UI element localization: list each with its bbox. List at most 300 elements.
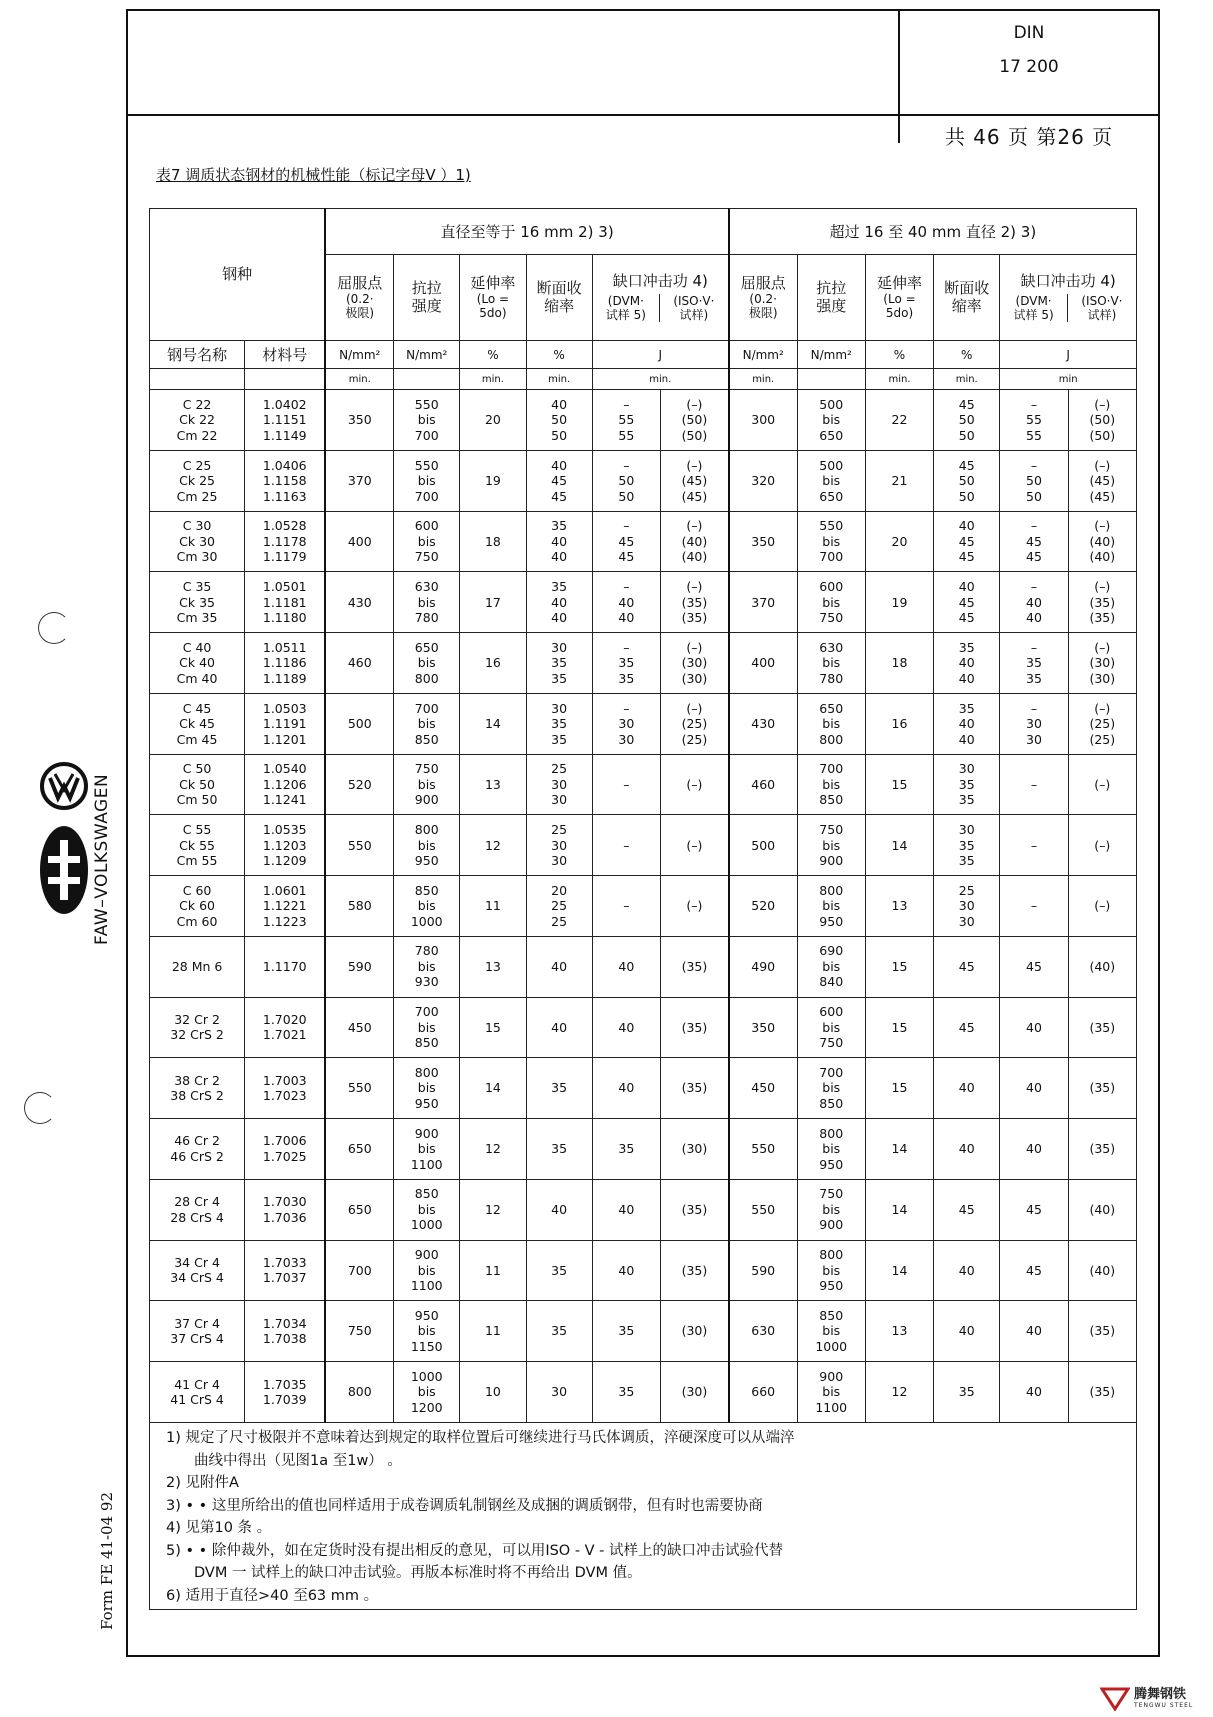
cell-e2: 14 <box>865 1119 933 1180</box>
table-row <box>150 997 1137 1058</box>
cell-r2: 35 40 40 <box>934 633 1000 694</box>
cell-y2: 630 <box>729 1301 797 1362</box>
cell-i2: (40) <box>1068 1240 1136 1301</box>
table-row <box>150 572 1137 633</box>
cell-e1: 14 <box>460 693 526 754</box>
group2-header: 超过 16 至 40 mm 直径 2) 3) <box>729 209 1137 255</box>
cell-r2: 35 40 40 <box>934 693 1000 754</box>
cell-d2: 40 <box>1000 1058 1068 1119</box>
cell-r2: 45 <box>934 1179 1000 1240</box>
impact-header-2: 缺口冲击功 4) (DVM· 试样 5) (ISO·V· 试样) <box>1000 255 1137 341</box>
elong-header-2: 延伸率 (Lo = 5do) <box>865 255 933 341</box>
cell-grade: 37 Cr 4 37 CrS 4 <box>150 1301 245 1362</box>
table-row <box>150 1119 1137 1180</box>
cell-i2: (–) (50) (50) <box>1068 390 1136 451</box>
cell-d2: 40 <box>1000 1301 1068 1362</box>
cell-t2: 750 bis 900 <box>797 815 865 876</box>
cell-grade: 41 Cr 4 41 CrS 4 <box>150 1362 245 1423</box>
cell-i1: (35) <box>661 1058 729 1119</box>
iso-header-2: (ISO·V· 试样) <box>1081 294 1123 323</box>
unit-yield-1: N/mm² <box>325 340 393 369</box>
mechanical-properties-table <box>149 208 1137 1423</box>
cell-i1: (35) <box>661 1179 729 1240</box>
cell-i2: (–) (45) (45) <box>1068 451 1136 512</box>
min-spacer-2 <box>245 369 326 390</box>
note-2: 2) 见附件A <box>166 1475 239 1491</box>
cell-r2: 40 <box>934 1119 1000 1180</box>
note-3: 3) • • 这里所给出的值也同样适用于成卷调质轧制钢丝及成捆的调质钢带，但有时也需要协商 <box>166 1497 763 1514</box>
cell-e1: 11 <box>460 876 526 937</box>
cell-r1: 35 40 40 <box>526 511 592 572</box>
cell-y2: 660 <box>729 1362 797 1423</box>
cell-t1: 800 bis 950 <box>394 1058 460 1119</box>
cell-y1: 590 <box>325 936 393 997</box>
cell-r1: 30 35 35 <box>526 693 592 754</box>
cell-y1: 460 <box>325 633 393 694</box>
cell-i2: (–) <box>1068 815 1136 876</box>
cell-r1: 35 40 40 <box>526 572 592 633</box>
min-elong-2: min. <box>865 369 933 390</box>
cell-t2: 700 bis 850 <box>797 754 865 815</box>
cell-i1: (–) (40) (40) <box>661 511 729 572</box>
cell-i1: (30) <box>661 1119 729 1180</box>
cell-r2: 30 35 35 <box>934 754 1000 815</box>
cell-e2: 15 <box>865 936 933 997</box>
footnotes <box>149 1423 1137 1610</box>
table-row <box>150 693 1137 754</box>
cell-grade: C 55 Ck 55 Cm 55 <box>150 815 245 876</box>
cell-e2: 20 <box>865 511 933 572</box>
cell-i1: (35) <box>661 936 729 997</box>
table-row <box>150 1058 1137 1119</box>
min-reduct-2: min. <box>934 369 1000 390</box>
cell-i1: (30) <box>661 1362 729 1423</box>
cell-y2: 350 <box>729 511 797 572</box>
table-row <box>150 451 1137 512</box>
cell-r1: 35 <box>526 1301 592 1362</box>
cell-t1: 850 bis 1000 <box>394 1179 460 1240</box>
cell-e1: 11 <box>460 1301 526 1362</box>
unit-elong-2: % <box>865 340 933 369</box>
cell-r2: 45 <box>934 997 1000 1058</box>
cell-y1: 550 <box>325 815 393 876</box>
cell-y1: 550 <box>325 1058 393 1119</box>
unit-reduct-2: % <box>934 340 1000 369</box>
cell-d2: – <box>1000 876 1068 937</box>
cell-r2: 40 45 45 <box>934 572 1000 633</box>
cell-grade: 32 Cr 2 32 CrS 2 <box>150 997 245 1058</box>
cell-t2: 900 bis 1100 <box>797 1362 865 1423</box>
cell-e2: 16 <box>865 693 933 754</box>
header-box <box>898 9 1158 149</box>
cell-d2: – <box>1000 754 1068 815</box>
cell-y2: 590 <box>729 1240 797 1301</box>
cell-mat: 1.7034 1.7038 <box>245 1301 326 1362</box>
cell-t2: 630 bis 780 <box>797 633 865 694</box>
cell-y2: 550 <box>729 1119 797 1180</box>
cell-d1: – <box>592 754 660 815</box>
cell-y2: 500 <box>729 815 797 876</box>
cell-y1: 750 <box>325 1301 393 1362</box>
cell-d1: – 45 45 <box>592 511 660 572</box>
cell-t1: 850 bis 1000 <box>394 876 460 937</box>
table-row <box>150 815 1137 876</box>
table-row <box>150 390 1137 451</box>
cell-y1: 580 <box>325 876 393 937</box>
cell-y1: 650 <box>325 1179 393 1240</box>
cell-mat: 1.0503 1.1191 1.1201 <box>245 693 326 754</box>
cell-i1: (–) <box>661 754 729 815</box>
cell-i1: (35) <box>661 1240 729 1301</box>
cell-mat: 1.0402 1.1151 1.1149 <box>245 390 326 451</box>
cell-e2: 12 <box>865 1362 933 1423</box>
cell-r1: 25 30 30 <box>526 754 592 815</box>
min-yield-1: min. <box>325 369 393 390</box>
cell-d1: 40 <box>592 1058 660 1119</box>
cell-mat: 1.0601 1.1221 1.1223 <box>245 876 326 937</box>
cell-e1: 13 <box>460 936 526 997</box>
cell-d2: – 30 30 <box>1000 693 1068 754</box>
header-divider <box>126 114 898 116</box>
cell-t2: 690 bis 840 <box>797 936 865 997</box>
note-1: 1) 规定了尺寸极限并不意味着达到规定的取样位置后可继续进行马氏体调质，淬硬深度可以从端淬 <box>166 1430 795 1446</box>
reduct-header-2: 断面收 缩率 <box>934 255 1000 341</box>
cell-y2: 430 <box>729 693 797 754</box>
note-6: 6) 适用于直径>40 至63 mm 。 <box>166 1587 379 1604</box>
cell-r2: 25 30 30 <box>934 876 1000 937</box>
cell-d1: 35 <box>592 1362 660 1423</box>
min-reduct-1: min. <box>526 369 592 390</box>
min-impact-1: min. <box>592 369 729 390</box>
cell-mat: 1.7035 1.7039 <box>245 1362 326 1423</box>
tengwu-logo-icon <box>1100 1681 1130 1711</box>
cell-mat: 1.0501 1.1181 1.1180 <box>245 572 326 633</box>
unit-impact-2: J <box>1000 340 1137 369</box>
header-box-divider <box>900 114 1158 116</box>
cell-grade: C 45 Ck 45 Cm 45 <box>150 693 245 754</box>
cell-e2: 14 <box>865 1179 933 1240</box>
cell-r1: 35 <box>526 1058 592 1119</box>
cell-d1: – <box>592 876 660 937</box>
cell-y1: 400 <box>325 511 393 572</box>
cell-d1: – 30 30 <box>592 693 660 754</box>
steel-grade-header: 钢种 <box>150 209 326 341</box>
cell-i2: (40) <box>1068 936 1136 997</box>
cell-e1: 11 <box>460 1240 526 1301</box>
min-spacer-1 <box>150 369 245 390</box>
cell-t1: 750 bis 900 <box>394 754 460 815</box>
cell-i1: (30) <box>661 1301 729 1362</box>
cell-y1: 800 <box>325 1362 393 1423</box>
cell-r2: 40 <box>934 1058 1000 1119</box>
cell-y1: 650 <box>325 1119 393 1180</box>
cell-mat: 1.7006 1.7025 <box>245 1119 326 1180</box>
cell-grade: C 30 Ck 30 Cm 30 <box>150 511 245 572</box>
impact-header-1: 缺口冲击功 4) (DVM· 试样 5) (ISO·V· 试样) <box>592 255 729 341</box>
cell-i2: (35) <box>1068 997 1136 1058</box>
cell-i1: (–) <box>661 876 729 937</box>
min-yield-2: min. <box>729 369 797 390</box>
watermark: 腾舞钢铁 TENGWU STEEL <box>1134 1687 1194 1709</box>
cell-t1: 1000 bis 1200 <box>394 1362 460 1423</box>
cell-r1: 40 <box>526 997 592 1058</box>
cell-e1: 15 <box>460 997 526 1058</box>
cell-t2: 800 bis 950 <box>797 1240 865 1301</box>
cell-e2: 14 <box>865 1240 933 1301</box>
tensile-header-2: 抗拉 强度 <box>797 255 865 341</box>
punch-hole-top <box>38 612 70 644</box>
cell-r1: 40 45 45 <box>526 451 592 512</box>
group1-header: 直径至等于 16 mm 2) 3) <box>325 209 728 255</box>
cell-y2: 460 <box>729 754 797 815</box>
table-row <box>150 1362 1137 1423</box>
yield-header-2: 屈服点 (0.2· 极限) <box>729 255 797 341</box>
cell-e2: 13 <box>865 1301 933 1362</box>
cell-d1: – 50 50 <box>592 451 660 512</box>
cell-grade: C 25 Ck 25 Cm 25 <box>150 451 245 512</box>
cell-r2: 45 50 50 <box>934 390 1000 451</box>
cell-y2: 450 <box>729 1058 797 1119</box>
min-tensile-2 <box>797 369 865 390</box>
cell-t1: 630 bis 780 <box>394 572 460 633</box>
grade-name-header: 钢号名称 <box>150 340 245 369</box>
cell-t2: 800 bis 950 <box>797 876 865 937</box>
cell-i1: (–) (35) (35) <box>661 572 729 633</box>
cell-t1: 550 bis 700 <box>394 451 460 512</box>
cell-e2: 21 <box>865 451 933 512</box>
cell-r1: 35 <box>526 1240 592 1301</box>
cell-y2: 490 <box>729 936 797 997</box>
cell-d2: – 35 35 <box>1000 633 1068 694</box>
cell-mat: 1.7003 1.7023 <box>245 1058 326 1119</box>
cell-grade: 46 Cr 2 46 CrS 2 <box>150 1119 245 1180</box>
min-tensile-1 <box>394 369 460 390</box>
cell-mat: 1.0511 1.1186 1.1189 <box>245 633 326 694</box>
cell-d2: – 45 45 <box>1000 511 1068 572</box>
min-elong-1: min. <box>460 369 526 390</box>
cell-t2: 650 bis 800 <box>797 693 865 754</box>
cell-y2: 350 <box>729 997 797 1058</box>
cell-mat: 1.0535 1.1203 1.1209 <box>245 815 326 876</box>
cell-y2: 550 <box>729 1179 797 1240</box>
cell-t2: 600 bis 750 <box>797 572 865 633</box>
cell-y2: 400 <box>729 633 797 694</box>
cell-r2: 30 35 35 <box>934 815 1000 876</box>
note-1-cont: 曲线中得出（见图1a 至1w） 。 <box>194 1452 402 1469</box>
note-4: 4) 见第10 条 。 <box>166 1520 272 1536</box>
cell-grade: 28 Mn 6 <box>150 936 245 997</box>
cell-y1: 520 <box>325 754 393 815</box>
cell-d2: 40 <box>1000 997 1068 1058</box>
cell-grade: 34 Cr 4 34 CrS 4 <box>150 1240 245 1301</box>
cell-i2: (35) <box>1068 1058 1136 1119</box>
cell-i2: (35) <box>1068 1119 1136 1180</box>
table-row <box>150 936 1137 997</box>
punch-hole-bottom <box>24 1092 56 1124</box>
cell-y2: 300 <box>729 390 797 451</box>
cell-d1: 35 <box>592 1301 660 1362</box>
table-row <box>150 1240 1137 1301</box>
cell-e1: 19 <box>460 451 526 512</box>
cell-i1: (35) <box>661 997 729 1058</box>
cell-y1: 700 <box>325 1240 393 1301</box>
cell-i1: (–) (30) (30) <box>661 633 729 694</box>
cell-i2: (35) <box>1068 1301 1136 1362</box>
cell-r2: 35 <box>934 1362 1000 1423</box>
cell-e2: 22 <box>865 390 933 451</box>
cell-e1: 12 <box>460 1179 526 1240</box>
cell-t1: 650 bis 800 <box>394 633 460 694</box>
cell-d1: 40 <box>592 997 660 1058</box>
cell-y1: 500 <box>325 693 393 754</box>
cell-y2: 520 <box>729 876 797 937</box>
cell-d1: – 55 55 <box>592 390 660 451</box>
cell-r1: 30 35 35 <box>526 633 592 694</box>
cell-e2: 15 <box>865 1058 933 1119</box>
cell-t1: 800 bis 950 <box>394 815 460 876</box>
cell-t1: 550 bis 700 <box>394 390 460 451</box>
cell-e1: 18 <box>460 511 526 572</box>
cell-e1: 17 <box>460 572 526 633</box>
cell-d2: 45 <box>1000 936 1068 997</box>
cell-t1: 700 bis 850 <box>394 997 460 1058</box>
cell-grade: C 40 Ck 40 Cm 40 <box>150 633 245 694</box>
cell-t2: 850 bis 1000 <box>797 1301 865 1362</box>
cell-grade: C 50 Ck 50 Cm 50 <box>150 754 245 815</box>
reduct-header-1: 断面收 缩率 <box>526 255 592 341</box>
cell-mat: 1.7033 1.7037 <box>245 1240 326 1301</box>
note-5: 5) • • 除仲裁外，如在定货时没有提出相反的意见，可以用ISO - V - 试样上的缺口冲击试验代替 <box>166 1542 784 1559</box>
cell-grade: C 35 Ck 35 Cm 35 <box>150 572 245 633</box>
cell-e1: 12 <box>460 815 526 876</box>
cell-e2: 19 <box>865 572 933 633</box>
cell-i2: (40) <box>1068 1179 1136 1240</box>
unit-tensile-1: N/mm² <box>394 340 460 369</box>
cell-d2: – 50 50 <box>1000 451 1068 512</box>
cell-grade: C 22 Ck 22 Cm 22 <box>150 390 245 451</box>
cell-t2: 800 bis 950 <box>797 1119 865 1180</box>
cell-r1: 40 <box>526 936 592 997</box>
faw-vw-logo-icon <box>38 760 90 930</box>
cell-r1: 40 50 50 <box>526 390 592 451</box>
cell-mat: 1.7030 1.7036 <box>245 1179 326 1240</box>
cell-y1: 450 <box>325 997 393 1058</box>
cell-y1: 370 <box>325 451 393 512</box>
cell-t1: 600 bis 750 <box>394 511 460 572</box>
cell-mat: 1.1170 <box>245 936 326 997</box>
cell-d1: – 40 40 <box>592 572 660 633</box>
table-row <box>150 1301 1137 1362</box>
cell-r2: 40 <box>934 1240 1000 1301</box>
cell-d1: – 35 35 <box>592 633 660 694</box>
cell-y2: 370 <box>729 572 797 633</box>
cell-d2: – <box>1000 815 1068 876</box>
cell-d1: 35 <box>592 1119 660 1180</box>
cell-d1: – <box>592 815 660 876</box>
cell-d1: 40 <box>592 1240 660 1301</box>
cell-d2: 45 <box>1000 1240 1068 1301</box>
cell-y1: 430 <box>325 572 393 633</box>
table-row <box>150 511 1137 572</box>
cell-d2: – 40 40 <box>1000 572 1068 633</box>
cell-t2: 500 bis 650 <box>797 390 865 451</box>
cell-e1: 20 <box>460 390 526 451</box>
unit-impact-1: J <box>592 340 729 369</box>
cell-mat: 1.0528 1.1178 1.1179 <box>245 511 326 572</box>
cell-i2: (–) <box>1068 876 1136 937</box>
cell-i2: (35) <box>1068 1362 1136 1423</box>
cell-t1: 950 bis 1150 <box>394 1301 460 1362</box>
iso-header-1: (ISO·V· 试样) <box>673 294 715 323</box>
cell-t2: 750 bis 900 <box>797 1179 865 1240</box>
min-impact-2: min <box>1000 369 1137 390</box>
cell-grade: C 60 Ck 60 Cm 60 <box>150 876 245 937</box>
cell-d2: 45 <box>1000 1179 1068 1240</box>
cell-t1: 780 bis 930 <box>394 936 460 997</box>
cell-d2: 40 <box>1000 1119 1068 1180</box>
brand-text: FAW–VOLKSWAGEN <box>92 773 112 945</box>
cell-e1: 14 <box>460 1058 526 1119</box>
elong-header-1: 延伸率 (Lo = 5do) <box>460 255 526 341</box>
cell-i2: (–) (40) (40) <box>1068 511 1136 572</box>
note-5-cont: DVM 一 试样上的缺口冲击试验。再版本标准时将不再给出 DVM 值。 <box>194 1565 642 1581</box>
cell-r1: 30 <box>526 1362 592 1423</box>
cell-d2: 40 <box>1000 1362 1068 1423</box>
tensile-header-1: 抗拉 强度 <box>394 255 460 341</box>
material-no-header: 材料号 <box>245 340 326 369</box>
cell-t1: 900 bis 1100 <box>394 1240 460 1301</box>
cell-grade: 38 Cr 2 38 CrS 2 <box>150 1058 245 1119</box>
page-count: 共 46 页 第26 页 <box>944 125 1114 149</box>
cell-e2: 18 <box>865 633 933 694</box>
cell-mat: 1.0406 1.1158 1.1163 <box>245 451 326 512</box>
cell-mat: 1.0540 1.1206 1.1241 <box>245 754 326 815</box>
cell-i2: (–) (25) (25) <box>1068 693 1136 754</box>
yield-header-1: 屈服点 (0.2· 极限) <box>325 255 393 341</box>
cell-y1: 350 <box>325 390 393 451</box>
cell-grade: 28 Cr 4 28 CrS 4 <box>150 1179 245 1240</box>
cell-y2: 320 <box>729 451 797 512</box>
unit-yield-2: N/mm² <box>729 340 797 369</box>
cell-d1: 40 <box>592 1179 660 1240</box>
cell-r1: 25 30 30 <box>526 815 592 876</box>
unit-tensile-2: N/mm² <box>797 340 865 369</box>
cell-e1: 12 <box>460 1119 526 1180</box>
cell-r2: 40 45 45 <box>934 511 1000 572</box>
cell-t1: 700 bis 850 <box>394 693 460 754</box>
cell-r2: 45 50 50 <box>934 451 1000 512</box>
unit-elong-1: % <box>460 340 526 369</box>
cell-r2: 40 <box>934 1301 1000 1362</box>
cell-d1: 40 <box>592 936 660 997</box>
cell-e2: 15 <box>865 754 933 815</box>
din-label: DIN <box>1013 23 1045 43</box>
din-number: 17 200 <box>999 57 1059 77</box>
cell-e2: 15 <box>865 997 933 1058</box>
table-row <box>150 1179 1137 1240</box>
cell-e2: 14 <box>865 815 933 876</box>
cell-r1: 40 <box>526 1179 592 1240</box>
dvm-header-2: (DVM· 试样 5) <box>1000 294 1067 322</box>
cell-r2: 45 <box>934 936 1000 997</box>
cell-r1: 35 <box>526 1119 592 1180</box>
cell-d2: – 55 55 <box>1000 390 1068 451</box>
table-title: 表7 调质状态钢材的机械性能（标记字母V ）1) <box>156 166 471 184</box>
cell-i2: (–) (35) (35) <box>1068 572 1136 633</box>
cell-t2: 550 bis 700 <box>797 511 865 572</box>
table-row <box>150 754 1137 815</box>
cell-r1: 20 25 25 <box>526 876 592 937</box>
